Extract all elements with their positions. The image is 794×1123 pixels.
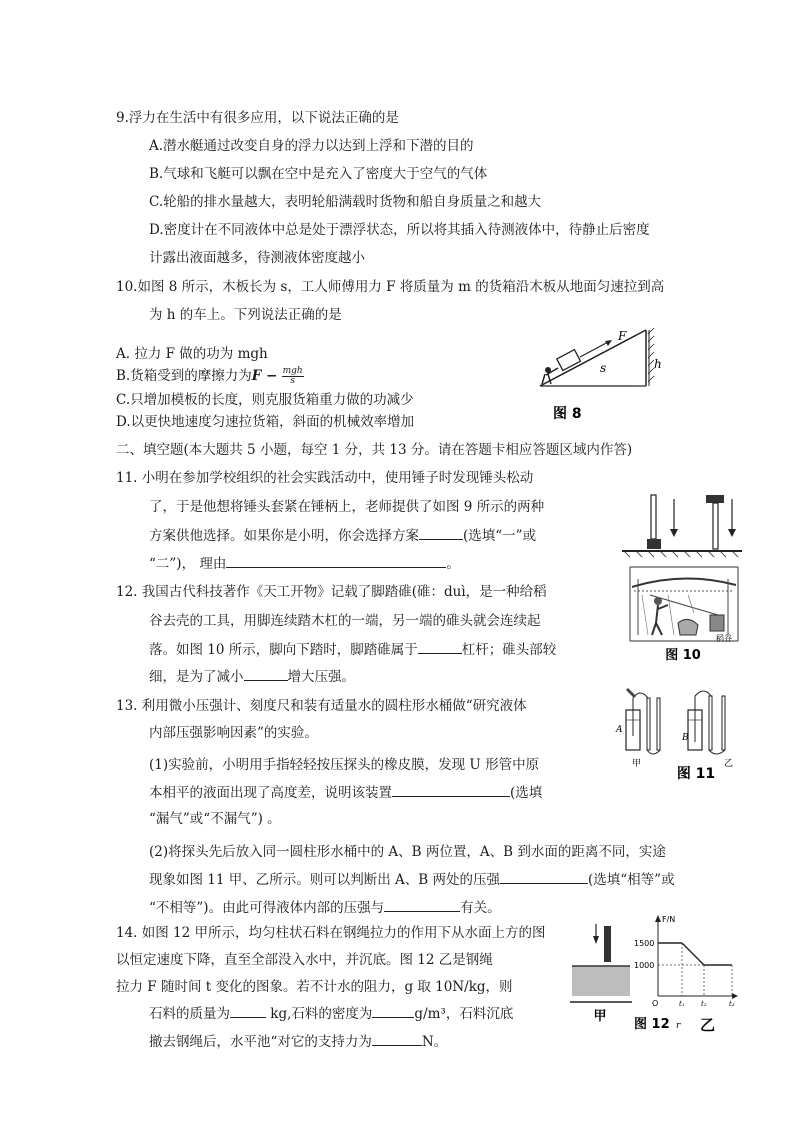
fig11-caption: 图 11 — [676, 766, 716, 782]
fig12-y-axis-label: F/N — [662, 915, 676, 924]
q10-option-c: C.只增加模板的长度，则克服货箱重力做的功减少 — [116, 392, 414, 408]
q10-fraction-den: s — [290, 376, 295, 386]
fig8-label-h: h — [654, 357, 662, 371]
fig11-label-yi: 乙 — [724, 759, 734, 769]
q10-option-a: A. 拉力 F 做的功为 mgh — [116, 346, 268, 362]
q11-line3-hint: (选填“一”或 — [463, 528, 537, 544]
q11-line4 — [149, 554, 460, 573]
q13-answer-blank-2[interactable] — [500, 870, 588, 884]
q9-option-c: C.轮船的排水量越大，表明轮船满载时货物和船自身质量之和越大 — [149, 194, 542, 210]
q12-answer-blank-2[interactable] — [244, 667, 288, 681]
q13-line1: 13. 利用微小压强计、刻度尺和装有适量水的圆柱形水桶做“研究液体 — [116, 698, 527, 714]
q14-line5-text: 撤去钢绳后，水平池“对它的支持力为 — [149, 1034, 372, 1050]
q14-line2: 以恒定速度下降，直至全部没入水中，并沉底。图 12 乙是钢绳 — [116, 952, 493, 968]
fig12-caption-r: r — [676, 1021, 681, 1031]
figure-9-hammer — [622, 485, 742, 567]
q12-line4-end: 增大压强。 — [287, 669, 355, 685]
q14-line4-end: g/m³，石料沉底 — [414, 1006, 514, 1022]
q14-line5-end: N。 — [421, 1034, 448, 1050]
q12-line3-end: 杠杆；碓头部较 — [461, 642, 557, 658]
q14-line1: 14. 如图 12 甲所示，均匀柱状石料在钢绳拉力的作用下从水面上方的图 — [116, 925, 546, 941]
q14-line4 — [149, 1004, 513, 1023]
q13-line8-end: 有关。 — [460, 900, 501, 916]
q13-line3: (1)实验前，小明用手指轻轻按压探头的橡皮膜，发现 U 形管中原 — [149, 757, 540, 773]
q11-line2: 了，于是他想将锤头套紧在锤柄上，老师提供了如图 9 所示的两种 — [149, 499, 545, 515]
q13-line5: “漏气”或“不漏气”) 。 — [149, 811, 281, 827]
fig12-label-yi: 乙 — [700, 1016, 716, 1034]
q11-line1: 11. 小明在参加学校组织的社会实践活动中，使用锤子时发现锤头松动 — [116, 470, 534, 486]
q9-option-d-line2: 计露出液面越多，待测液体密度越小 — [149, 250, 365, 266]
q9-option-d-line1: D.密度计在不同液体中总是处于漂浮状态，所以将其插入待测液体中，待静止后密度 — [149, 222, 650, 238]
q10-option-d: D.以更快地速度匀速拉货箱，斜面的机械效率增加 — [116, 414, 415, 430]
q9-stem: 9.浮力在生活中有很多应用，以下说法正确的是 — [116, 110, 399, 126]
fig12-label-jia: 甲 — [593, 1009, 607, 1024]
fig10-label-rice: 稻谷 — [716, 634, 732, 643]
q10-force-symbol: F − — [251, 368, 278, 384]
q13-line4 — [149, 783, 542, 802]
q13-line7-hint: (选填“相等”或 — [588, 872, 675, 888]
fig11-label-b: B — [682, 733, 689, 743]
q13-line6: (2)将探头先后放入同一圆柱形水桶中的 A、B 两位置，A、B 到水面的距离不同，实途 — [149, 844, 666, 860]
fig12-tick-t3: t₃ — [729, 1000, 735, 1008]
q11-answer-blank-1[interactable] — [419, 526, 463, 540]
q14-line3: 拉力 F 随时间 t 变化的图象。若不计水的阻力，g 取 10N/kg，则 — [116, 979, 513, 995]
figure-8-incline — [528, 320, 678, 430]
fig12-tick-1500: 1500 — [634, 939, 655, 948]
q12-answer-blank-1[interactable] — [418, 640, 462, 654]
q13-line7-text: 现象如图 11 甲、乙所示。则可以判断出 A、B 两处的压强 — [149, 872, 501, 888]
q12-line2: 谷去壳的工具，用脚连续踏木杠的一端，另一端的碓头就会连续起 — [149, 613, 541, 629]
q11-line3-text: 方案供他选择。如果你是小明，你会选择方案 — [149, 528, 419, 544]
q10-stem-line2: 为 h 的车上。下列说法正确的是 — [149, 307, 342, 323]
q10-stem-line1: 10.如图 8 所示，木板长为 s，工人师傅用力 F 将质量为 m 的货箱沿木板从地面匀速拉到高 — [116, 279, 665, 295]
figure-10-pestle-illustration — [628, 565, 740, 665]
fig8-label-s: s — [600, 361, 607, 375]
q14-answer-blank-3[interactable] — [372, 1032, 422, 1046]
fig12-origin: O — [652, 999, 659, 1008]
q12-line3-text: 落。如图 10 所示，脚向下踏时，脚踏碓属于 — [149, 642, 418, 658]
q9-option-a: A.潜水艇通过改变自身的浮力以达到上浮和下潜的目的 — [149, 138, 474, 154]
q13-line8-text: “不相等”)。由此可得液体内部的压强与 — [149, 900, 385, 916]
fig12-tick-1000: 1000 — [634, 961, 655, 970]
q11-line4-text: “二”)， 理由 — [149, 556, 227, 572]
q11-answer-blank-2[interactable] — [226, 554, 446, 568]
q13-answer-blank-1[interactable] — [392, 783, 510, 797]
q13-line8 — [149, 898, 501, 917]
q10-fraction — [282, 367, 304, 386]
fig12-tick-t1: t₁ — [679, 1000, 685, 1008]
fig8-caption: 图 8 — [553, 406, 582, 422]
figure-11-pressure-gauges — [612, 682, 742, 782]
q14-line4-mid: kg,石料的密度为 — [270, 1006, 373, 1022]
fig11-label-jia: 甲 — [632, 759, 642, 769]
q10-fraction-num: mgh — [282, 366, 303, 376]
q13-line4-text: 本相平的液面出现了高度差，说明该装置 — [149, 785, 392, 801]
q14-line5 — [149, 1032, 447, 1051]
q10-option-b-text: B.货箱受到的摩擦力为 — [116, 368, 252, 384]
q13-answer-blank-3[interactable] — [384, 898, 460, 912]
fig10-caption: 图 10 — [665, 648, 701, 663]
q14-line4-text: 石料的质量为 — [149, 1006, 230, 1022]
q12-line4 — [149, 667, 355, 686]
figure-12-yi-force-graph — [632, 912, 740, 1036]
q12-line1: 12. 我国古代科技著作《天工开物》记载了脚踏碓(碓：duì，是一种给稻 — [116, 584, 547, 600]
fig12-tick-t2: t₂ — [701, 1000, 707, 1008]
fig11-label-a: A — [616, 725, 623, 735]
q9-option-b: B.气球和飞艇可以飘在空中是充入了密度大于空气的气体 — [149, 166, 488, 182]
q12-line4-text: 细，是为了减小 — [149, 669, 244, 685]
q13-line4-hint: (选填 — [510, 785, 543, 801]
figure-12-jia-stone — [566, 922, 634, 1026]
fig8-label-f: F — [618, 329, 627, 343]
q14-answer-blank-2[interactable] — [372, 1004, 414, 1018]
q11-line3 — [149, 526, 536, 545]
q12-line3 — [149, 640, 556, 659]
q13-line2: 内部压强影响因素”的实验。 — [149, 725, 318, 741]
section-2-title: 二、填空题(本大题共 5 小题，每空 1 分，共 13 分。请在答题卡相应答题区域内作答) — [116, 442, 633, 458]
q10-option-b — [116, 367, 304, 386]
fig12-caption: 图 12 — [634, 1017, 670, 1032]
q13-line7 — [149, 870, 675, 889]
q11-line4-end: 。 — [446, 556, 460, 572]
q14-answer-blank-1[interactable] — [230, 1004, 266, 1018]
